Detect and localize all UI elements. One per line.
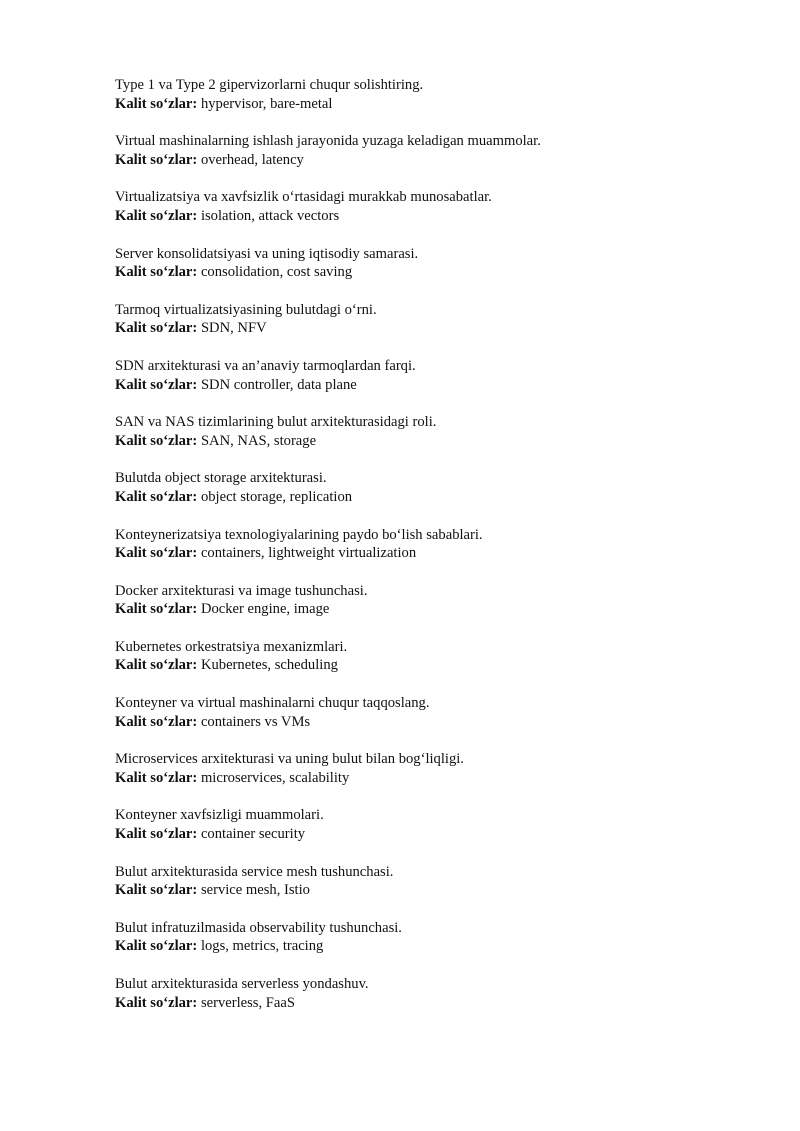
- keywords-label: Kalit so‘zlar:: [115, 320, 198, 337]
- question-text: Virtualizatsiya va xavfsizlik oʻrtasidagi murakkab munosabatlar.: [115, 189, 492, 206]
- question-text: Server konsolidatsiyasi va uning iqtisodiy samarasi.: [115, 245, 419, 262]
- question-text: Bulutda object storage arxitekturasi.: [115, 470, 327, 487]
- keywords-label: Kalit so‘zlar:: [115, 994, 198, 1011]
- question-text: Bulut arxitekturasida service mesh tushunchasi.: [115, 863, 394, 880]
- list-item: [115, 413, 755, 450]
- keywords-line: [115, 713, 755, 732]
- keywords-label: Kalit so‘zlar:: [115, 545, 198, 562]
- keywords-value: microservices, scalability: [200, 769, 350, 786]
- keywords-line: [115, 376, 755, 395]
- keywords-value: consolidation, cost saving: [200, 264, 353, 281]
- question-text: SDN arxitekturasi va an’anaviy tarmoqlardan farqi.: [115, 357, 416, 374]
- question-text: Tarmoq virtualizatsiyasining bulutdagi oʻrni.: [115, 301, 377, 318]
- keywords-line: [115, 432, 755, 451]
- keywords-label: Kalit so‘zlar:: [115, 488, 198, 505]
- list-item: [115, 469, 755, 506]
- keywords-value: SDN, NFV: [200, 320, 267, 337]
- question-text: Konteynerizatsiya texnologiyalarining paydo boʻlish sabablari.: [115, 526, 483, 543]
- keywords-value: isolation, attack vectors: [200, 207, 340, 224]
- keywords-label: Kalit so‘zlar:: [115, 151, 198, 168]
- question-text: Bulut infratuzilmasida observability tushunchasi.: [115, 919, 402, 936]
- keywords-value: overhead, latency: [200, 151, 304, 168]
- keywords-value: logs, metrics, tracing: [200, 938, 324, 955]
- list-item: [115, 245, 755, 282]
- keywords-line: [115, 263, 755, 282]
- question-text: Type 1 va Type 2 gipervizorlarni chuqur solishtiring.: [115, 77, 424, 93]
- keywords-label: Kalit so‘zlar:: [115, 264, 198, 281]
- keywords-label: Kalit so‘zlar:: [115, 601, 198, 618]
- keywords-label: Kalit so‘zlar:: [115, 376, 198, 393]
- list-item: [115, 132, 755, 169]
- keywords-label: Kalit so‘zlar:: [115, 432, 198, 449]
- keywords-line: [115, 825, 755, 844]
- keywords-value: Kubernetes, scheduling: [200, 657, 338, 674]
- keywords-line: [115, 769, 755, 788]
- list-item: [115, 188, 755, 225]
- list-item: [115, 863, 755, 900]
- question-list: [115, 76, 755, 1031]
- keywords-label: Kalit so‘zlar:: [115, 826, 198, 843]
- keywords-line: [115, 319, 755, 338]
- keywords-value: hypervisor, bare-metal: [200, 95, 333, 112]
- list-item: [115, 975, 755, 1012]
- question-text: Konteyner va virtual mashinalarni chuqur taqqoslang.: [115, 695, 430, 712]
- list-item: [115, 694, 755, 731]
- keywords-label: Kalit so‘zlar:: [115, 713, 198, 730]
- keywords-value: containers, lightweight virtualization: [200, 545, 417, 562]
- question-text: Kubernetes orkestratsiya mexanizmlari.: [115, 638, 348, 655]
- keywords-label: Kalit so‘zlar:: [115, 95, 198, 112]
- question-text: Virtual mashinalarning ishlash jarayonida yuzaga keladigan muammolar.: [115, 133, 541, 150]
- list-item: [115, 638, 755, 675]
- keywords-value: containers vs VMs: [200, 713, 311, 730]
- keywords-label: Kalit so‘zlar:: [115, 938, 198, 955]
- list-item: [115, 750, 755, 787]
- list-item: [115, 582, 755, 619]
- list-item: [115, 357, 755, 394]
- list-item: [115, 526, 755, 563]
- keywords-label: Kalit so‘zlar:: [115, 882, 198, 899]
- keywords-line: [115, 881, 755, 900]
- keywords-label: Kalit so‘zlar:: [115, 769, 198, 786]
- list-item: [115, 919, 755, 956]
- question-text: Microservices arxitekturasi va uning bulut bilan bogʻliqligi.: [115, 751, 464, 768]
- keywords-line: [115, 207, 755, 226]
- keywords-value: serverless, FaaS: [200, 994, 295, 1011]
- question-text: Docker arxitekturasi va image tushunchasi.: [115, 582, 368, 599]
- question-text: SAN va NAS tizimlarining bulut arxitekturasidagi roli.: [115, 414, 437, 431]
- keywords-line: [115, 600, 755, 619]
- keywords-value: service mesh, Istio: [200, 882, 310, 899]
- keywords-value: object storage, replication: [200, 488, 353, 505]
- keywords-line: [115, 937, 755, 956]
- question-text: Bulut arxitekturasida serverless yondashuv.: [115, 976, 369, 992]
- keywords-value: SAN, NAS, storage: [200, 432, 317, 449]
- list-item: [115, 76, 755, 113]
- keywords-value: container security: [200, 826, 306, 843]
- question-text: Konteyner xavfsizligi muammolari.: [115, 807, 324, 824]
- keywords-value: Docker engine, image: [200, 601, 330, 618]
- list-item: [115, 806, 755, 843]
- keywords-line: [115, 656, 755, 675]
- list-item: [115, 301, 755, 338]
- keywords-label: Kalit so‘zlar:: [115, 657, 198, 674]
- keywords-line: [115, 95, 755, 114]
- keywords-line: [115, 151, 755, 170]
- keywords-value: SDN controller, data plane: [200, 376, 357, 393]
- keywords-label: Kalit so‘zlar:: [115, 207, 198, 224]
- keywords-line: [115, 488, 755, 507]
- keywords-line: [115, 544, 755, 563]
- keywords-line: [115, 994, 755, 1013]
